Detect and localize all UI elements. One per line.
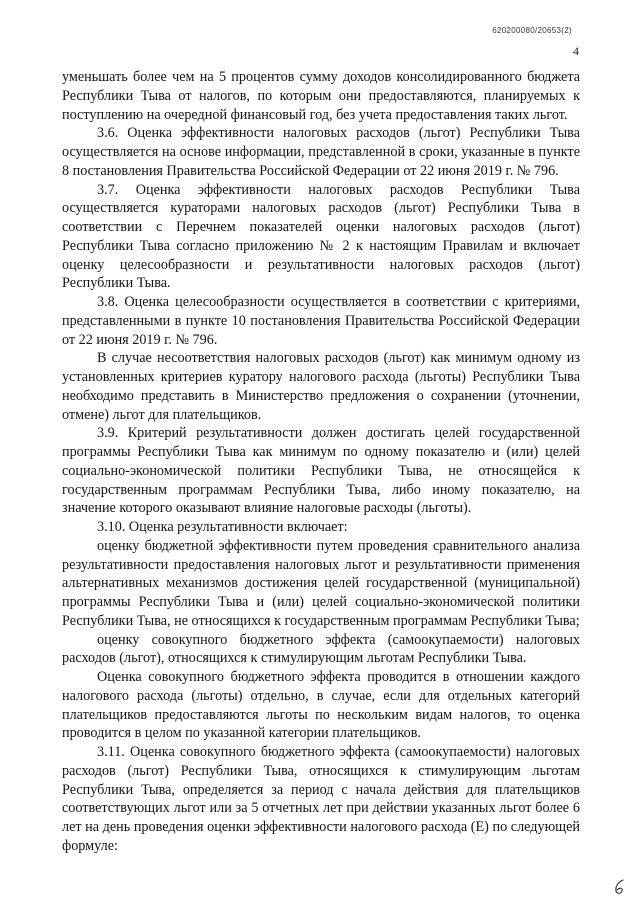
paragraph-3-6: 3.6. Оценка эффективности налоговых расходов (льгот) Республики Тыва осуществляется на основе информации, представленной в сроки, указанные в пункте 8 постановления Правительства Российской Федерации от 22 июня 2019 г. № 796. [62,125,580,179]
paragraph-aggregate-effect: оценку совокупного бюджетного эффекта (самоокупаемости) налоговых расходов (льгот), относящихся к стимулирующим льготам Республики Тыва. [62,631,580,667]
paragraph-effect-assessment: Оценка совокупного бюджетного эффекта проводится в отношении каждого налогового расхода (льготы) отдельно, в случае, если для отдельных категорий плательщиков предоставляются льготы по нескольким видам налогов, то оценка проводится в целом по указанной категории плательщиков. [62,669,580,742]
paragraph-3-10: 3.10. Оценка результативности включает: [97,519,348,535]
paragraph-budget-efficiency: оценку бюджетной эффективности путем проведения сравнительного анализа результативности предоставления налоговых льгот и результативности применения альтернативных механизмов достижения целей государственной (муниципальной) программы Республики Тыва и (или) целей социально-экономической политики Республики Тыва, не относящихся к государственным программам Республики Тыва; [62,537,580,629]
page-number: 4 [573,44,579,58]
paragraph-continuation: уменьшать более чем на 5 процентов сумму доходов консолидированного бюджета Республики Тыва от налогов, по которым они предоставляются, планируемых к поступлению на очередной финансовый год, без учета предоставления таких льгот. [62,69,580,123]
paragraph-3-11: 3.11. Оценка совокупного бюджетного эффекта (самоокупаемости) налоговых расходов (льгот) Республики Тыва, относящихся к стимулирующим льготам Республики Тыва, определяется за период с начала действия для плательщиков соответствующих льгот или за 5 отчетных лет при действии указанных льгот более 6 лет на день проведения оценки эффективности налогового расхода (Е) по следующей формуле: [62,744,580,854]
body-text [62,68,580,856]
paragraph-3-8: 3.8. Оценка целесообразности осуществляется в соответствии с критериями, представленными в пункте 10 постановления Правительства Российской Федерации от 22 июня 2019 г. № 796. [62,294,580,348]
paragraph-noncompliance: В случае несоответствия налоговых расходов (льгот) как минимум одному из установленных критериев куратору налогового расхода (льготы) Республики Тыва необходимо представить в Министерство предложения о сохранении (уточнении, отмене) льгот для плательщиков. [62,350,580,423]
paragraph-3-7: 3.7. Оценка эффективности налоговых расходов Республики Тыва осуществляется кураторами налоговых расходов (льгот) Республики Тыва в соответствии с Перечнем показателей оценки налоговых расходов (льгот) Республики Тыва согласно приложению № 2 к настоящим Правилам и включает оценку целесообразности и результативности налоговых расходов (льгот) Республики Тыва. [62,181,580,292]
document-id: 620200080/20653(2) [492,26,572,35]
handwritten-page-mark [612,878,628,896]
paragraph-3-9: 3.9. Критерий результативности должен достигать целей государственной программы Республики Тыва как минимум по одному показателю и (или) целей социально-экономической политики Республики Тыва, не относящейся к государственным программам Республики Тыва, либо иному показателю, на значение которого оказывают влияние налоговые расходы (льготы). [62,425,580,517]
